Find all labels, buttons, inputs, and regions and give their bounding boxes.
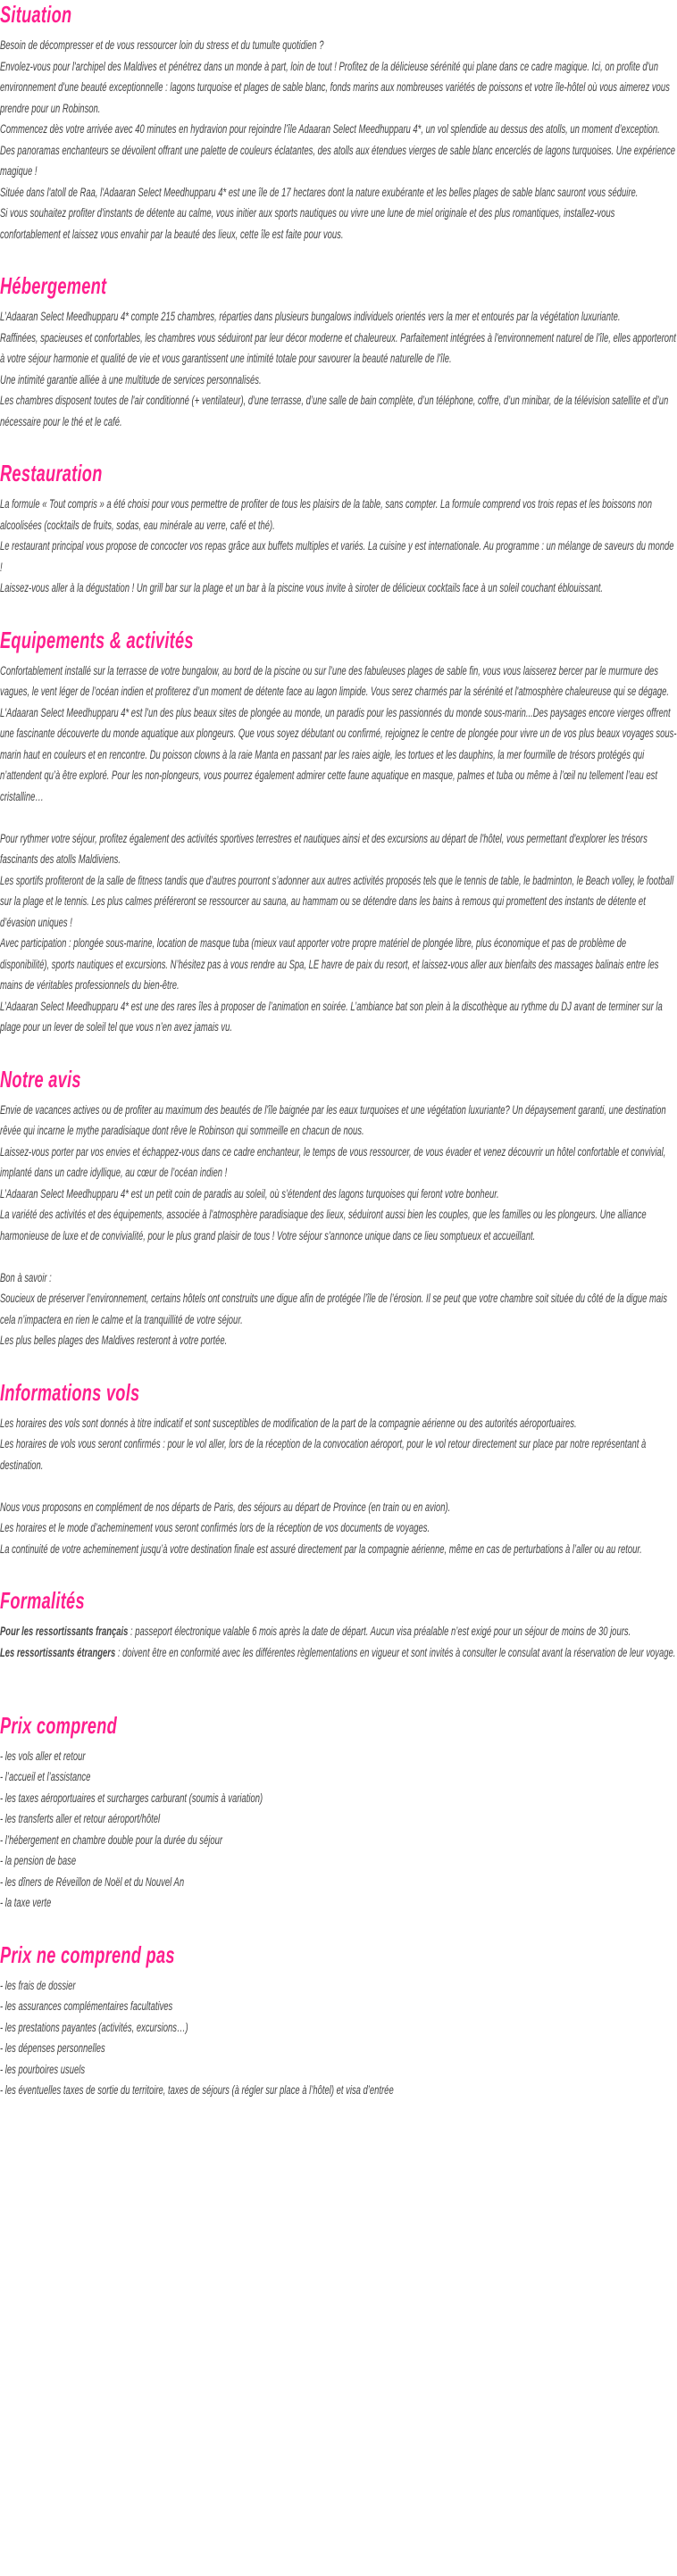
section-notre-avis (0, 1066, 677, 1351)
list-item: - les prestations payantes (activités, excursions…) (0, 2020, 188, 2034)
paragraph: L’Adaaran Select Meedhupparu 4* est une des rares îles à proposer de l’animation en soirée. L’ambiance bat son plein à la discothèque au rythme du DJ avant de terminer sur la plage pour un lever de soleil tel que vous n’en avez jamais vu. (0, 999, 663, 1034)
paragraph (0, 1642, 677, 1664)
paragraph: La continuité de votre acheminement jusqu’à votre destination finale est assuré directement par la compagnie aérienne, même en cas de perturbations à l’aller ou au retour. (0, 1541, 642, 1556)
paragraph: Le restaurant principal vous propose de concocter vos repas grâce aux buffets multiples et variés. La cuisine y est internationale. Au programme : un mélange de saveurs du monde ! (0, 539, 674, 574)
section-title: Prix ne comprend pas (0, 1940, 175, 1968)
paragraph (0, 1621, 677, 1642)
list-item: - les vols aller et retour (0, 1749, 86, 1763)
section-restauration (0, 460, 677, 599)
paragraph: Soucieux de préserver l’environnement, certains hôtels ont construits une digue afin de protégée l’île de l’érosion. Il se peut que votre chambre soit située du côté de la digue mais cela n’impactera en rien le calme et la tranquillité de votre séjour. (0, 1292, 667, 1326)
paragraph: Une intimité garantie alliée à une multitude de services personnalisés. (0, 372, 262, 386)
section-prix-ne-comprend-pas (0, 1941, 677, 2101)
paragraph: Envolez-vous pour l'archipel des Maldives et pénétrez dans un monde à part, loin de tout ! Profitez de la délicieuse sérénité qui plane dans ce cadre magique. Ici, on profite d'un environnement d'une beauté exceptionnelle : lagons turquoise et plages de sable blanc, fonds marins aux nombreuses variétés de poissons et votre île-hôtel où vous aimerez vous prendre pour un Robinson. (0, 59, 670, 115)
list-item: - les assurances complémentaires facultatives (0, 1999, 173, 2013)
paragraph: Pour rythmer votre séjour, profitez également des activités sportives terrestres et nautiques ainsi et des excursions au départ de l'hôtel, vous permettant d'explorer les trésors fascinants des atolls Maldiviens. (0, 831, 648, 866)
section-informations-vols (0, 1379, 677, 1560)
paragraph: L’Adaaran Select Meedhupparu 4* est un petit coin de paradis au soleil, où s’étendent des lagons turquoises qui feront votre bonheur. (0, 1186, 499, 1201)
paragraph: La formule « Tout compris » a été choisi pour vous permettre de profiter de tous les plaisirs de la table, sans compter. La formule comprend vos trois repas et les boissons non alcoolisées (cocktails de fruits, sodas, eau minérale au verre, café et thé). (0, 497, 652, 532)
section-prix-comprend (0, 1712, 677, 1914)
section-title: Informations vols (0, 1378, 140, 1406)
blank-line (0, 807, 677, 828)
section-title: Notre avis (0, 1065, 81, 1093)
list-item: - les dépenses personnelles (0, 2041, 105, 2055)
paragraph: Raffinées, spacieuses et confortables, les chambres vous séduiront par leur décor moderne et chaleureux. Parfaitement intégrées à l'environnement naturel de l'île, elles apporteront à votre séjour harmonie et qualité de vie et vous garantissent une intimité totale pour savourer la beauté naturelle de l'île. (0, 330, 676, 365)
paragraph: Nous vous proposons en complément de nos départs de Paris, des séjours au départ de Province (en train ou en avion). (0, 1500, 451, 1514)
list-item: - les taxes aéroportuaires et surcharges carburant (soumis à variation) (0, 1791, 263, 1805)
paragraph-text: : doivent être en conformité avec les différentes règlementations en vigueur et sont invités à consulter le consulat avant la réservation de leur voyage. (115, 1645, 676, 1659)
list-item: - la taxe verte (0, 1896, 52, 1909)
list-item: - les pourboires usuels (0, 2062, 86, 2076)
paragraph: Située dans l'atoll de Raa, l'Adaaran Select Meedhupparu 4* est une île de 17 hectares dont la nature exubérante et les belles plages de sable blanc sauront vous séduire. (0, 185, 639, 199)
section-situation (0, 1, 677, 245)
paragraph: Les chambres disposent toutes de l'air conditionné (+ ventilateur), d'une terrasse, d’une salle de bain complète, d’un téléphone, coffre, d’un minibar, de la télévision satellite et d’un nécessaire pour le thé et le café. (0, 394, 669, 428)
list-item: - l’hébergement en chambre double pour la durée du séjour (0, 1832, 223, 1847)
paragraph: Les horaires de vols vous seront confirmés : pour le vol aller, lors de la réception de la convocation aéroport, pour le vol retour directement sur place par notre représentant à destination. (0, 1437, 647, 1472)
paragraph: Confortablement installé sur la terrasse de votre bungalow, au bord de la piscine ou sur l’une des fabuleuses plages de sable fin, vous vous laisserez bercer par le murmure des vagues, le vent léger de l’océan indien et profiterez d’un moment de détente face au lagon limpide. Vous serez charmés par la sérénité et l'atmosphère chaleureuse qui se dégage. (0, 663, 669, 698)
blank-line (0, 1475, 677, 1497)
paragraph: La variété des activités et des équipements, associée à l'atmosphère paradisiaque des lieux, séduiront aussi bien les couples, que les familles ou les plongeurs. Une alliance harmonieuse de luxe et de convivialité, pour le plus grand plaisir de tous ! Votre séjour s'annonce unique dans ce lieu somptueux et accueillant. (0, 1208, 647, 1242)
paragraph: Envie de vacances actives ou de profiter au maximum des beautés de l'île baignée par les eaux turquoises et une végétation luxuriante? Un dépaysement garanti, une destination rêvée qui incarne le mythe paradisiaque dont rêve le Robinson qui sommeille en chacun de nous. (0, 1102, 666, 1137)
section-title: Equipements & activités (0, 626, 194, 653)
paragraph-text: : passeport électronique valable 6 mois après la date de départ. Aucun visa préalable n’est exigé pour un séjour de moins de 30 jours. (128, 1625, 631, 1638)
paragraph: L’Adaaran Select Meedhupparu 4* compte 215 chambres, réparties dans plusieurs bungalows individuels orientés vers la mer et entourés par la végétation luxuriante. (0, 310, 621, 323)
paragraph: Les plus belles plages des Maldives resteront à votre portée. (0, 1334, 228, 1347)
list-item: - les éventuelles taxes de sortie du territoire, taxes de séjours (à régler sur place à l’hôtel) et visa d’entrée (0, 2083, 394, 2097)
paragraph: Des panoramas enchanteurs se dévoilent offrant une palette de couleurs éclatantes, des atolls aux étendues vierges de sable blanc encerclés de lagons turquoises. Une expérience magique ! (0, 143, 675, 178)
section-title: Prix comprend (0, 1711, 118, 1739)
section-title: Restauration (0, 460, 103, 486)
list-item: - les dîners de Réveillon de Noël et du Nouvel An (0, 1874, 185, 1889)
paragraph: Les sportifs profiteront de la salle de fitness tandis que d’autres pourront s’adonner aux autres activités proposés tels que le tennis de table, le badminton, le Beach volley, le football sur la plage et le tennis. Les plus calmes préféreront se ressourcer au sauna, au hammam ou se détendre dans les bains à remous qui promettent des instants de détente et d’évasion uniques ! (0, 873, 674, 929)
paragraph-label: Pour les ressortissants français (0, 1625, 129, 1638)
blank-line (0, 1663, 677, 1684)
section-formalites (0, 1587, 677, 1684)
paragraph: Laissez-vous porter par vos envies et échappez-vous dans ce cadre enchanteur, le temps de vous ressourcer, de vous évader et venez découvrir un hôtel confortable et convivial, implanté dans un cadre idyllique, au cœur de l’océan indien ! (0, 1144, 666, 1179)
paragraph: Les horaires et le mode d’acheminement vous seront confirmés lors de la réception de vos documents de voyages. (0, 1521, 430, 1534)
blank-line (0, 1246, 677, 1267)
section-title: Hébergement (0, 272, 107, 299)
list-item: - l’accueil et l’assistance (0, 1770, 91, 1783)
paragraph: Besoin de décompresser et de vous ressourcer loin du stress et du tumulte quotidien ? (0, 38, 324, 52)
paragraph: Si vous souhaitez profiter d'instants de détente au calme, vous initier aux sports nautiques ou vivre une lune de miel originale et des plus romantiques, installez-vous confortablement et laissez vous envahir par la beauté des lieux, cette île est faite pour vous. (0, 206, 615, 241)
paragraph: Bon à savoir : (0, 1270, 52, 1284)
paragraph-label: Les ressortissants étrangers (0, 1645, 116, 1659)
section-hebergement (0, 272, 677, 432)
section-title: Situation (0, 1, 72, 28)
paragraph: L'Adaaran Select Meedhupparu 4* est l'un des plus beaux sites de plongée au monde, un paradis pour les passionnés du monde sous-marin...Des paysages encore vierges offrent une fascinante découverte du monde aquatique aux plongeurs. Que vous soyez débutant ou confirmé, rejoignez le centre de plongée pour vivre un de vos plus beaux voyages sous-marin haut en couleurs et en rencontre. Du poisson clowns à la raie Manta en passant par les raies aigle, les tortues et les dauphins, la mer fourmille de trésors protégés qui n’attendent qu’à être exploré. Pour les non-plongeurs, vous pourrez également admirer cette faune aquatique en masque, palmes et tuba ou même à l’œil nu tellement l’eau est cristalline… (0, 705, 677, 803)
paragraph: Commencez dès votre arrivée avec 40 minutes en hydravion pour rejoindre l’île Adaaran Select Meedhupparu 4*, un vol splendide au dessus des atolls, un moment d’exception. (0, 122, 660, 136)
section-title: Formalités (0, 1587, 85, 1614)
list-item: - la pension de base (0, 1854, 77, 1867)
list-item: - les frais de dossier (0, 1978, 76, 1992)
paragraph: Avec participation : plongée sous-marine, location de masque tuba (mieux vaut apporter votre propre matériel de plongée libre, plus économique et pas de problème de disponibilité), sports nautiques et excursions. N’hésitez pas à vous rendre au Spa, LE havre de paix du resort, et laissez-vous aller aux bienfaits des massages balinais entre les mains de véritables professionnels du bien-être. (0, 936, 659, 992)
section-equipements-activites (0, 627, 677, 1038)
paragraph: Les horaires des vols sont donnés à titre indicatif et sont susceptibles de modification de la part de la compagnie aérienne ou des autorités aéroportuaires. (0, 1416, 577, 1430)
paragraph: Laissez-vous aller à la dégustation ! Un grill bar sur la plage et un bar à la piscine vous invite à siroter de délicieux cocktails face à un soleil couchant éblouissant. (0, 581, 603, 594)
list-item: - les transferts aller et retour aéroport/hôtel (0, 1812, 161, 1825)
